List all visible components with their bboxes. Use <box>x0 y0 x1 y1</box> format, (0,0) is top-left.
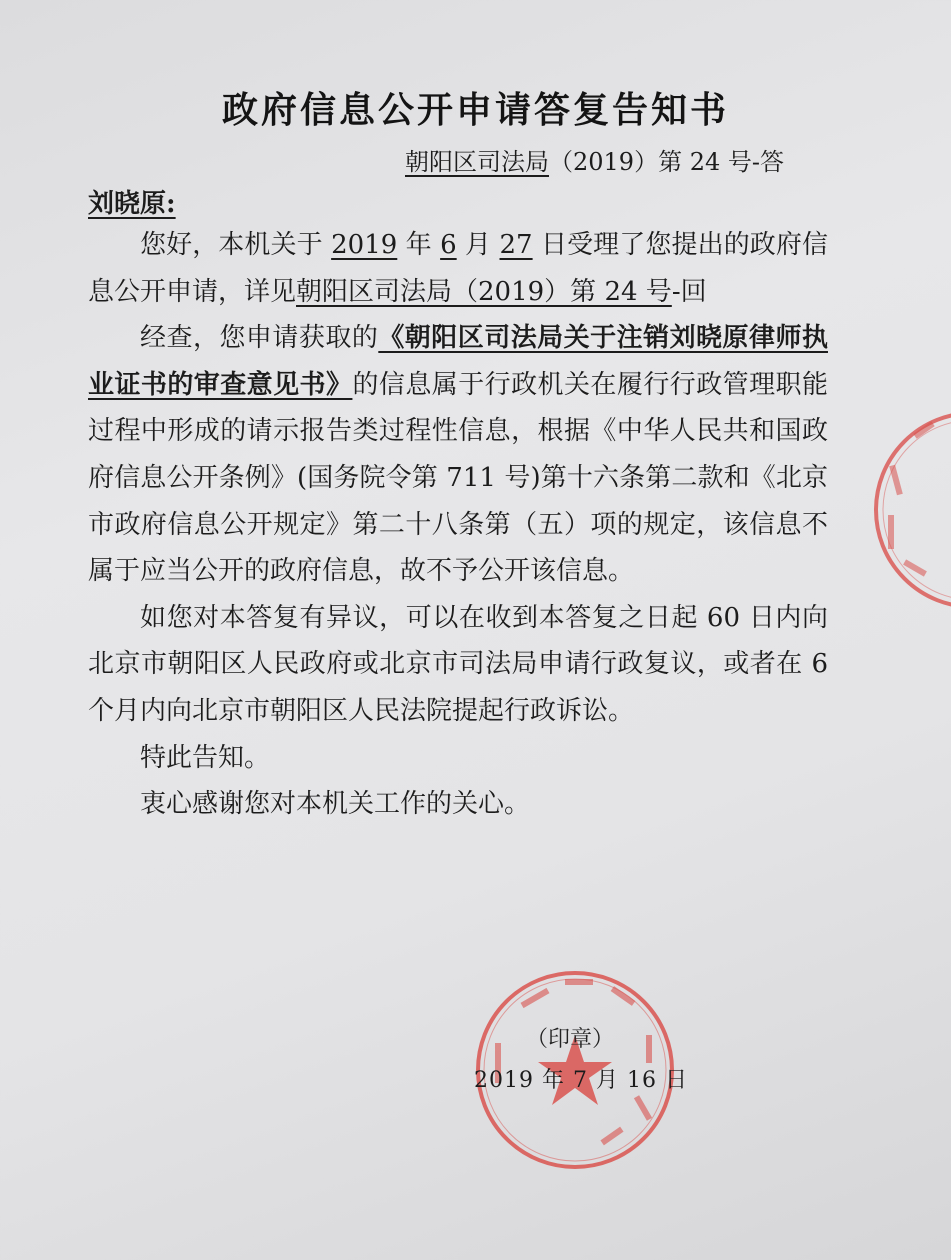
salutation-colon: : <box>166 189 176 219</box>
paragraph-thanks: 衷心感谢您对本机关工作的关心。 <box>140 789 531 820</box>
signature-date: 2019 年 7 月 16 日 <box>474 1068 688 1093</box>
letter-body <box>88 222 828 828</box>
document-number-org: 朝阳区司法局 <box>405 148 549 176</box>
paragraph-appeal-rights: 如您对本答复有异议，可以在收到本答复之日起 60 日内向北京市朝阳区人民政府或北京市司法局申请行政复议，或者在 6 个月内向北京市朝阳区人民法院提起行政诉讼。 <box>88 602 828 726</box>
document-title: 政府信息公开申请答复告知书 <box>221 89 729 131</box>
text-fragment: 月 <box>456 230 500 260</box>
accept-month: 6 <box>440 230 457 260</box>
requested-document-title: 《朝阳区司法局关于注销刘晓原律师执业证书的审查意见书》 <box>88 323 828 400</box>
document-number-rest: （2019）第 24 号-答 <box>549 148 784 176</box>
recipient-name: 刘晓原 <box>88 189 167 219</box>
text-fragment: 年 <box>397 230 441 260</box>
paragraph-notice: 特此告知。 <box>140 742 271 773</box>
text-fragment: 的信息属于行政机关在履行行政管理职能过程中形成的请示报告类过程性信息，根据《中华人民共和国政府信息公开条例》(国务院令第 711 号)第十六条第二款和《北京市政府信息公开规定》第二十八条第（五）项的规定，该信息不属于应当公开的政府信息，故不予公开该信息。 <box>88 369 828 587</box>
text-fragment: 经查，您申请获取的 <box>140 323 379 354</box>
accept-year: 2019 <box>331 230 398 260</box>
accept-day: 27 <box>499 230 533 260</box>
seal-label: （印章） <box>525 1027 614 1052</box>
text-fragment: 日受理了您提出的政府信息公开申请，详见 <box>88 230 829 307</box>
paragraph-acceptance <box>88 222 828 315</box>
text-fragment: 您好，本机关于 <box>140 230 332 260</box>
text-fragment: -回 <box>671 276 707 307</box>
paragraph-decision <box>88 315 828 595</box>
document-number <box>405 142 784 177</box>
recipient-salutation <box>88 183 176 220</box>
reference-number: 朝阳区司法局（2019）第 24 号 <box>296 276 672 307</box>
partial-seal-edge <box>868 405 951 615</box>
